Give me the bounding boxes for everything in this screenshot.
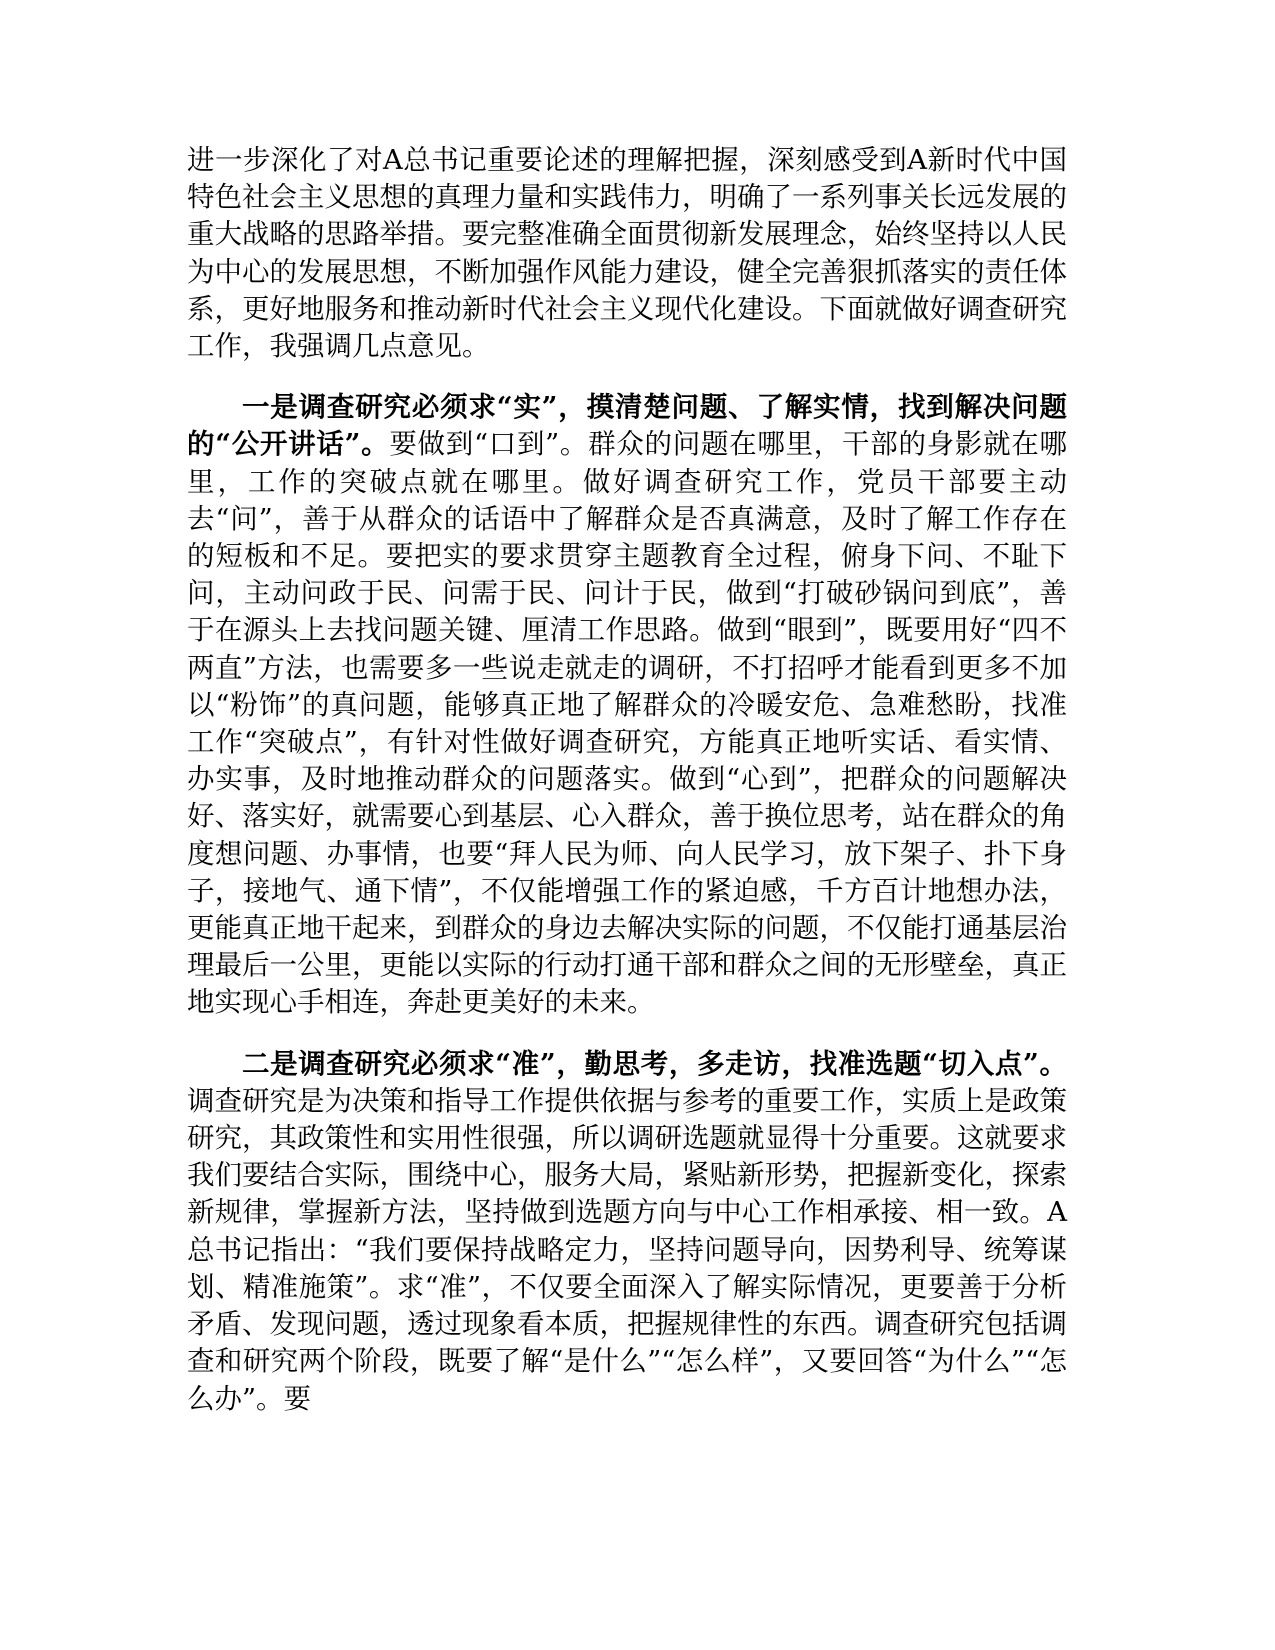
paragraph-lead-heading: 二是调查研究必须求“准”，勤思考，多走访，找准选题“切入点”。 — [242, 1047, 1067, 1080]
paragraph-text: 进一步深化了对A总书记重要论述的理解把握，深刻感受到A新时代中国特色社会主义思想的真理力量和实践伟力，明确了一系列事关长远发展的重大战略的思路举措。要完整准确全面贯彻新发展理念，始终坚持以人民为中心的发展思想，不断加强作风能力建设，健全完善狠抓落实的责任体系，更好地服务和推动新时代社会主义现代化建设。下面就做好调查研究工作，我强调几点意见。 — [187, 144, 1067, 363]
paragraph-point-one — [187, 389, 1067, 1021]
paragraph-point-two — [187, 1046, 1067, 1418]
paragraph-text: 调查研究是为决策和指导工作提供依据与参考的重要工作，实质上是政策研究，其政策性和实用性很强，所以调研选题就显得十分重要。这就要求我们要结合实际，围绕中心，服务大局，紧贴新形势，把握新变化，探索新规律，掌握新方法，坚持做到选题方向与中心工作相承接、相一致。A总书记指出：“我们要保持战略定力，坚持问题导向，因势利导、统筹谋划、精准施策”。求“准”，不仅要全面深入了解实际情况，更要善于分析矛盾、发现问题，透过现象看本质，把握规律性的东西。调查研究包括调查和研究两个阶段，既要了解“是什么”“怎么样”，又要回答“为什么”“怎么办”。要 — [187, 1084, 1067, 1415]
paragraph-lead-heading: 一是调查研究必须求“实”，摸清楚问题、了解实情，找到解决问题的“公开讲话”。 — [187, 391, 1067, 461]
paragraph-text: 要做到“口到”。群众的问题在哪里，干部的身影就在哪里，工作的突破点就在哪里。做好调查研究工作，党员干部要主动去“问”，善于从群众的话语中了解群众是否真满意，及时了解工作存在的短板和不足。要把实的要求贯穿主题教育全过程，俯身下问、不耻下问，主动问政于民、问需于民、问计于民，做到“打破砂锅问到底”，善于在源头上去找问题关键、厘清工作思路。做到“眼到”，既要用好“四不两直”方法，也需要多一些说走就走的调研，不打招呼才能看到更多不加以“粉饰”的真问题，能够真正地了解群众的冷暖安危、急难愁盼，找准工作“突破点”，有针对性做好调查研究，方能真正地听实话、看实情、办实事，及时地推动群众的问题落实。做到“心到”，把群众的问题解决好、落实好，就需要心到基层、心入群众，善于换位思考，站在群众的角度想问题、办事情，也要“拜人民为师、向人民学习，放下架子、扑下身子，接地气、通下情”，不仅能增强工作的紧迫感，千方百计地想办法，更能真正地干起来，到群众的身边去解决实际的问题，不仅能打通基层治理最后一公里，更能以实际的行动打通干部和群众之间的无形壁垒，真正地实现心手相连，奔赴更美好的未来。 — [187, 428, 1067, 1019]
document-page — [187, 142, 1067, 1442]
paragraph-intro — [187, 142, 1067, 365]
